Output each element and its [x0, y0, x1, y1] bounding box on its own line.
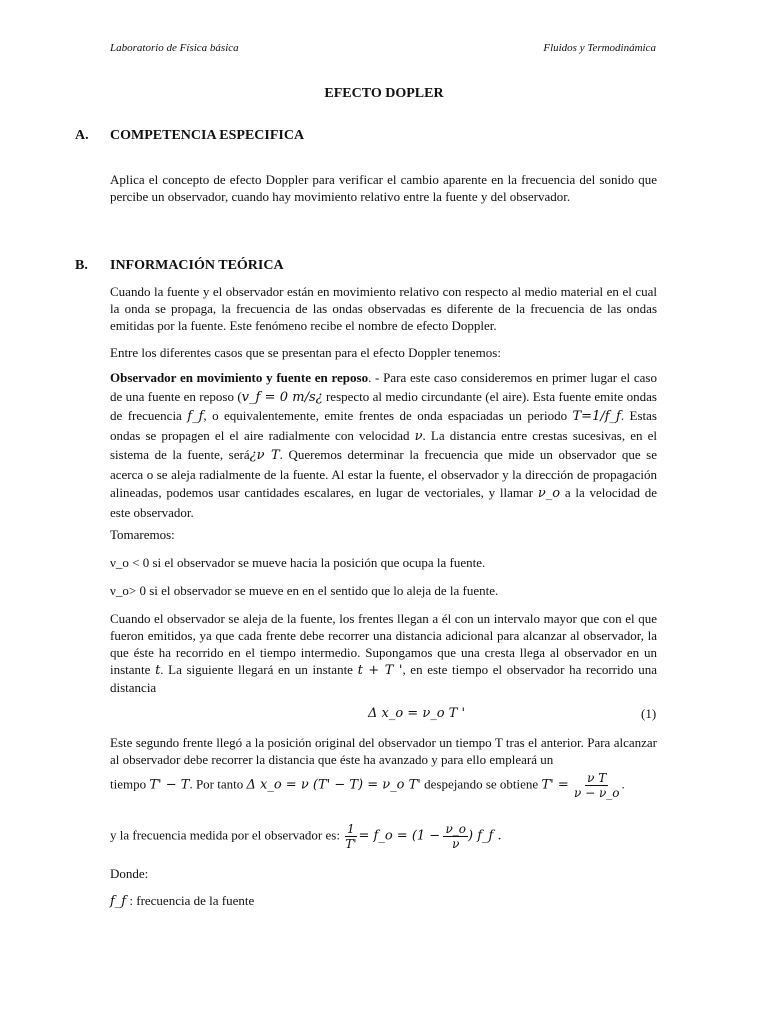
text-run: . La distancia entre crestas sucesivas, en el sistema de la fuente, será [110, 427, 657, 462]
math-ff-symbol: f_f [110, 894, 127, 909]
tomaremos-label: Tomaremos: [110, 527, 175, 542]
line-period-derivation [110, 771, 625, 800]
fraction-denominator: ν − ν_o [573, 786, 620, 800]
fraction-denominator: ν [452, 837, 460, 851]
math-v: ν [414, 428, 423, 444]
math-vo: ν_o [537, 486, 561, 501]
fraction-period [572, 771, 625, 800]
paragraph-cases: Entre los diferentes casos que se presentan para el efecto Doppler tenemos: [110, 345, 501, 360]
math-vt: ¿ν T [249, 448, 280, 463]
fraction-velocity-ratio [443, 822, 468, 851]
section-b-title: INFORMACIÓN TEÓRICA [110, 258, 284, 273]
text-run: , o equivalentemente, emite frentes de onda espaciadas un periodo [203, 408, 573, 423]
text-run: . Estas ondas se propagen el el aire radialmente con velocidad [110, 408, 657, 443]
fraction-numerator: 1 [347, 822, 355, 836]
text-run: . [621, 776, 625, 792]
math-t: t [155, 663, 161, 678]
definition-text: : frecuencia de la fuente [126, 893, 255, 908]
math-fo: = f_o = (1 − [358, 828, 441, 844]
case-heading: Observador en movimiento y fuente en reposo [110, 370, 369, 385]
math-ff: f_f [187, 409, 204, 424]
math-tprime-eq: T' = [541, 777, 569, 793]
section-b-letter: B. [75, 258, 88, 273]
equation-1: Δ x_o = ν_o T ' [368, 706, 466, 721]
header-right: Fluidos y Termodinámica [543, 42, 656, 54]
text-run: despejando se obtiene [420, 776, 542, 792]
donde-label: Donde: [110, 866, 149, 881]
math-period: T=1/f_f [572, 409, 621, 424]
paragraph-observer-moving [110, 369, 657, 522]
text-run: . La siguiente llegará en un instante [160, 662, 358, 677]
text-run: tiempo [110, 776, 150, 792]
text-run: y la frecuencia medida por el observador es: [110, 827, 344, 843]
math-tprime: T' − T [149, 777, 190, 793]
math-ff-tail: ) f_f . [467, 828, 502, 844]
section-a-text: Aplica el concepto de efecto Doppler para verificar el cambio aparente en la frecuencia del sonido que percibe un observador, cuando hay movimiento relativo entre la fuente y del observador. [110, 172, 657, 204]
math-t-plus: t + T ' [357, 663, 403, 678]
text-run: . Queremos determinar la frecuencia que mide un observador que se acerca o se aleja radialmente de la fuente. Al estar la fuente, el observador y la dirección de propagación alineadas, podemos usar cantidades escalares, en lugar de vectoriales, y llamar [110, 447, 657, 500]
text-run: a la velocidad de este observador. [110, 485, 657, 520]
fraction-numerator: ν T [587, 771, 607, 785]
case-receding: ν_o> 0 si el observador se mueve en en el sentido que lo aleja de la fuente. [110, 583, 499, 598]
fraction-inverse-period [343, 822, 358, 851]
definition-ff [110, 893, 254, 909]
header-left: Laboratorio de Física básica [110, 42, 239, 54]
paragraph-receding [110, 610, 657, 696]
text-run: . - Para este caso consideremos en primer lugar el caso de una fuente en reposo ( [110, 370, 657, 404]
equation-1-number: (1) [641, 706, 657, 721]
math-vf: v_f = 0 m/s¿ [241, 389, 323, 405]
text-run: Cuando el observador se aleja de la fuente, los frentes llegan a él con un intervalo mayor que con el que fueron emitidos, ya que cada frente debe recorrer una distancia adicional para alcanzar al observador, la que éste ha recorrido en el tiempo intermedio. Supongamos que una cresta llega al observador en un instante [110, 611, 657, 677]
fraction-denominator: T' [345, 837, 357, 851]
document-title: EFECTO DOPLER [324, 86, 444, 101]
math-delta-x: Δ x_o = ν (T' − T) = ν_o T' [246, 777, 421, 793]
case-approaching: ν_o < 0 si el observador se mueve hacia la posición que ocupa la fuente. [110, 555, 486, 570]
section-a-title: COMPETENCIA ESPECIFICA [110, 128, 305, 143]
text-run: respecto al medio circundante (el aire). Esta fuente emite ondas de frecuencia [110, 388, 657, 423]
paragraph-intro: Cuando la fuente y el observador están en movimiento relativo con respecto al medio material en el cual la onda se propaga, la frecuencia de las ondas observadas es diferente de la frecuencia de las ondas emitidas por la fuente. Este fenómeno recibe el nombre de efecto Doppler. [110, 284, 657, 333]
text-run: . Por tanto [189, 776, 247, 792]
section-a-letter: A. [75, 128, 89, 143]
line-observed-frequency [110, 822, 502, 851]
paragraph-second-front: Este segundo frente llegó a la posición original del observador un tiempo T tras el anterior. Para alcanzar al observador debe recorrer la distancia que éste ha avanzado y para ello empleará un [110, 735, 657, 767]
fraction-numerator: ν_o [445, 822, 466, 836]
text-run: , en este tiempo el observador ha recorrido una distancia [110, 662, 658, 695]
